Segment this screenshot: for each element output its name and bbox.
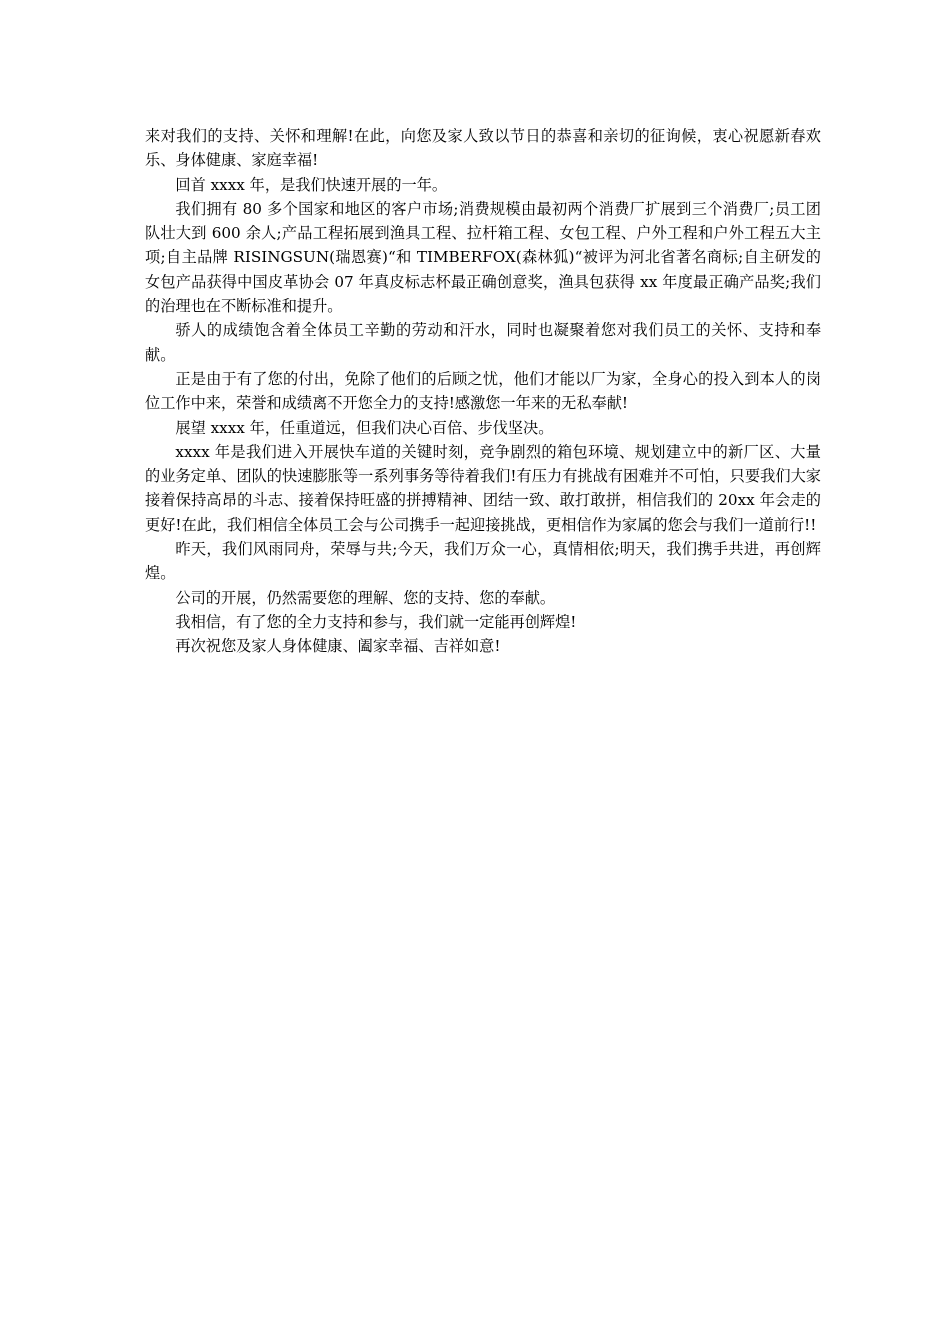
document-body (145, 124, 821, 659)
paragraph-company-needs: 公司的开展，仍然需要您的理解、您的支持、您的奉献。 (175, 588, 556, 607)
paragraph-review-intro: 回首 xxxx 年，是我们快速开展的一年。 (175, 175, 448, 194)
paragraph-achievements: 我们拥有 80 多个国家和地区的客户市场;消费规模由最初两个消费厂扩展到三个消费厂;员工团队壮大到 600 余人;产品工程拓展到渔具工程、拉杆箱工程、女包工程、户外工程和户外工程五大主项;自主品牌 RISINGSUN(瑞恩赛)“和 TIMBERFOX(森林狐)“被评为河北省著名商标;自主研发的女包产品获得中国皮革协会 07 年真皮标志杯最正确创意奖，渔具包获得 xx 年度最正确产品奖;我们的治理也在不断标准和提升。 (145, 199, 821, 316)
paragraph-thanks-staff: 骄人的成绩饱含着全体员工辛勤的劳动和汗水，同时也凝聚着您对我们员工的关怀、支持和奉献。 (145, 321, 821, 364)
paragraph-greeting-continuation: 来对我们的支持、关怀和理解!在此，向您及家人致以节日的恭喜和亲切的征询候，衷心祝愿新春欢乐、身体健康、家庭幸福! (145, 127, 821, 170)
paragraph-belief: 我相信，有了您的全力支持和参与，我们就一定能再创辉煌! (175, 612, 577, 631)
paragraph-yesterday-today-tomorrow: 昨天，我们风雨同舟，荣辱与共;今天，我们万众一心，真情相依;明天，我们携手共进，再创辉煌。 (145, 540, 821, 583)
paragraph-outlook-intro: 展望 xxxx 年，任重道远，但我们决心百倍、步伐坚决。 (175, 418, 554, 437)
paragraph-thanks-family: 正是由于有了您的付出，免除了他们的后顾之忧，他们才能以厂为家，全身心的投入到本人的岗位工作中来，荣誉和成绩离不开您全力的支持!感激您一年来的无私奉献! (145, 369, 821, 413)
paragraph-closing-wishes: 再次祝您及家人身体健康、阖家幸福、吉祥如意! (175, 637, 501, 656)
paragraph-outlook-details: xxxx 年是我们进入开展快车道的关键时刻，竞争剧烈的箱包环境、规划建立中的新厂区、大量的业务定单、团队的快速膨胀等一系列事务等待着我们!有压力有挑战有困难并不可怕，只要我们大家接着保持高昂的斗志、接着保持旺盛的拼搏精神、团结一致、敢打敢拼，相信我们的 20xx 年会走的更好!在此，我们相信全体员工会与公司携手一起迎接挑战，更相信作为家属的您会与我们一道前行!! (145, 442, 821, 534)
